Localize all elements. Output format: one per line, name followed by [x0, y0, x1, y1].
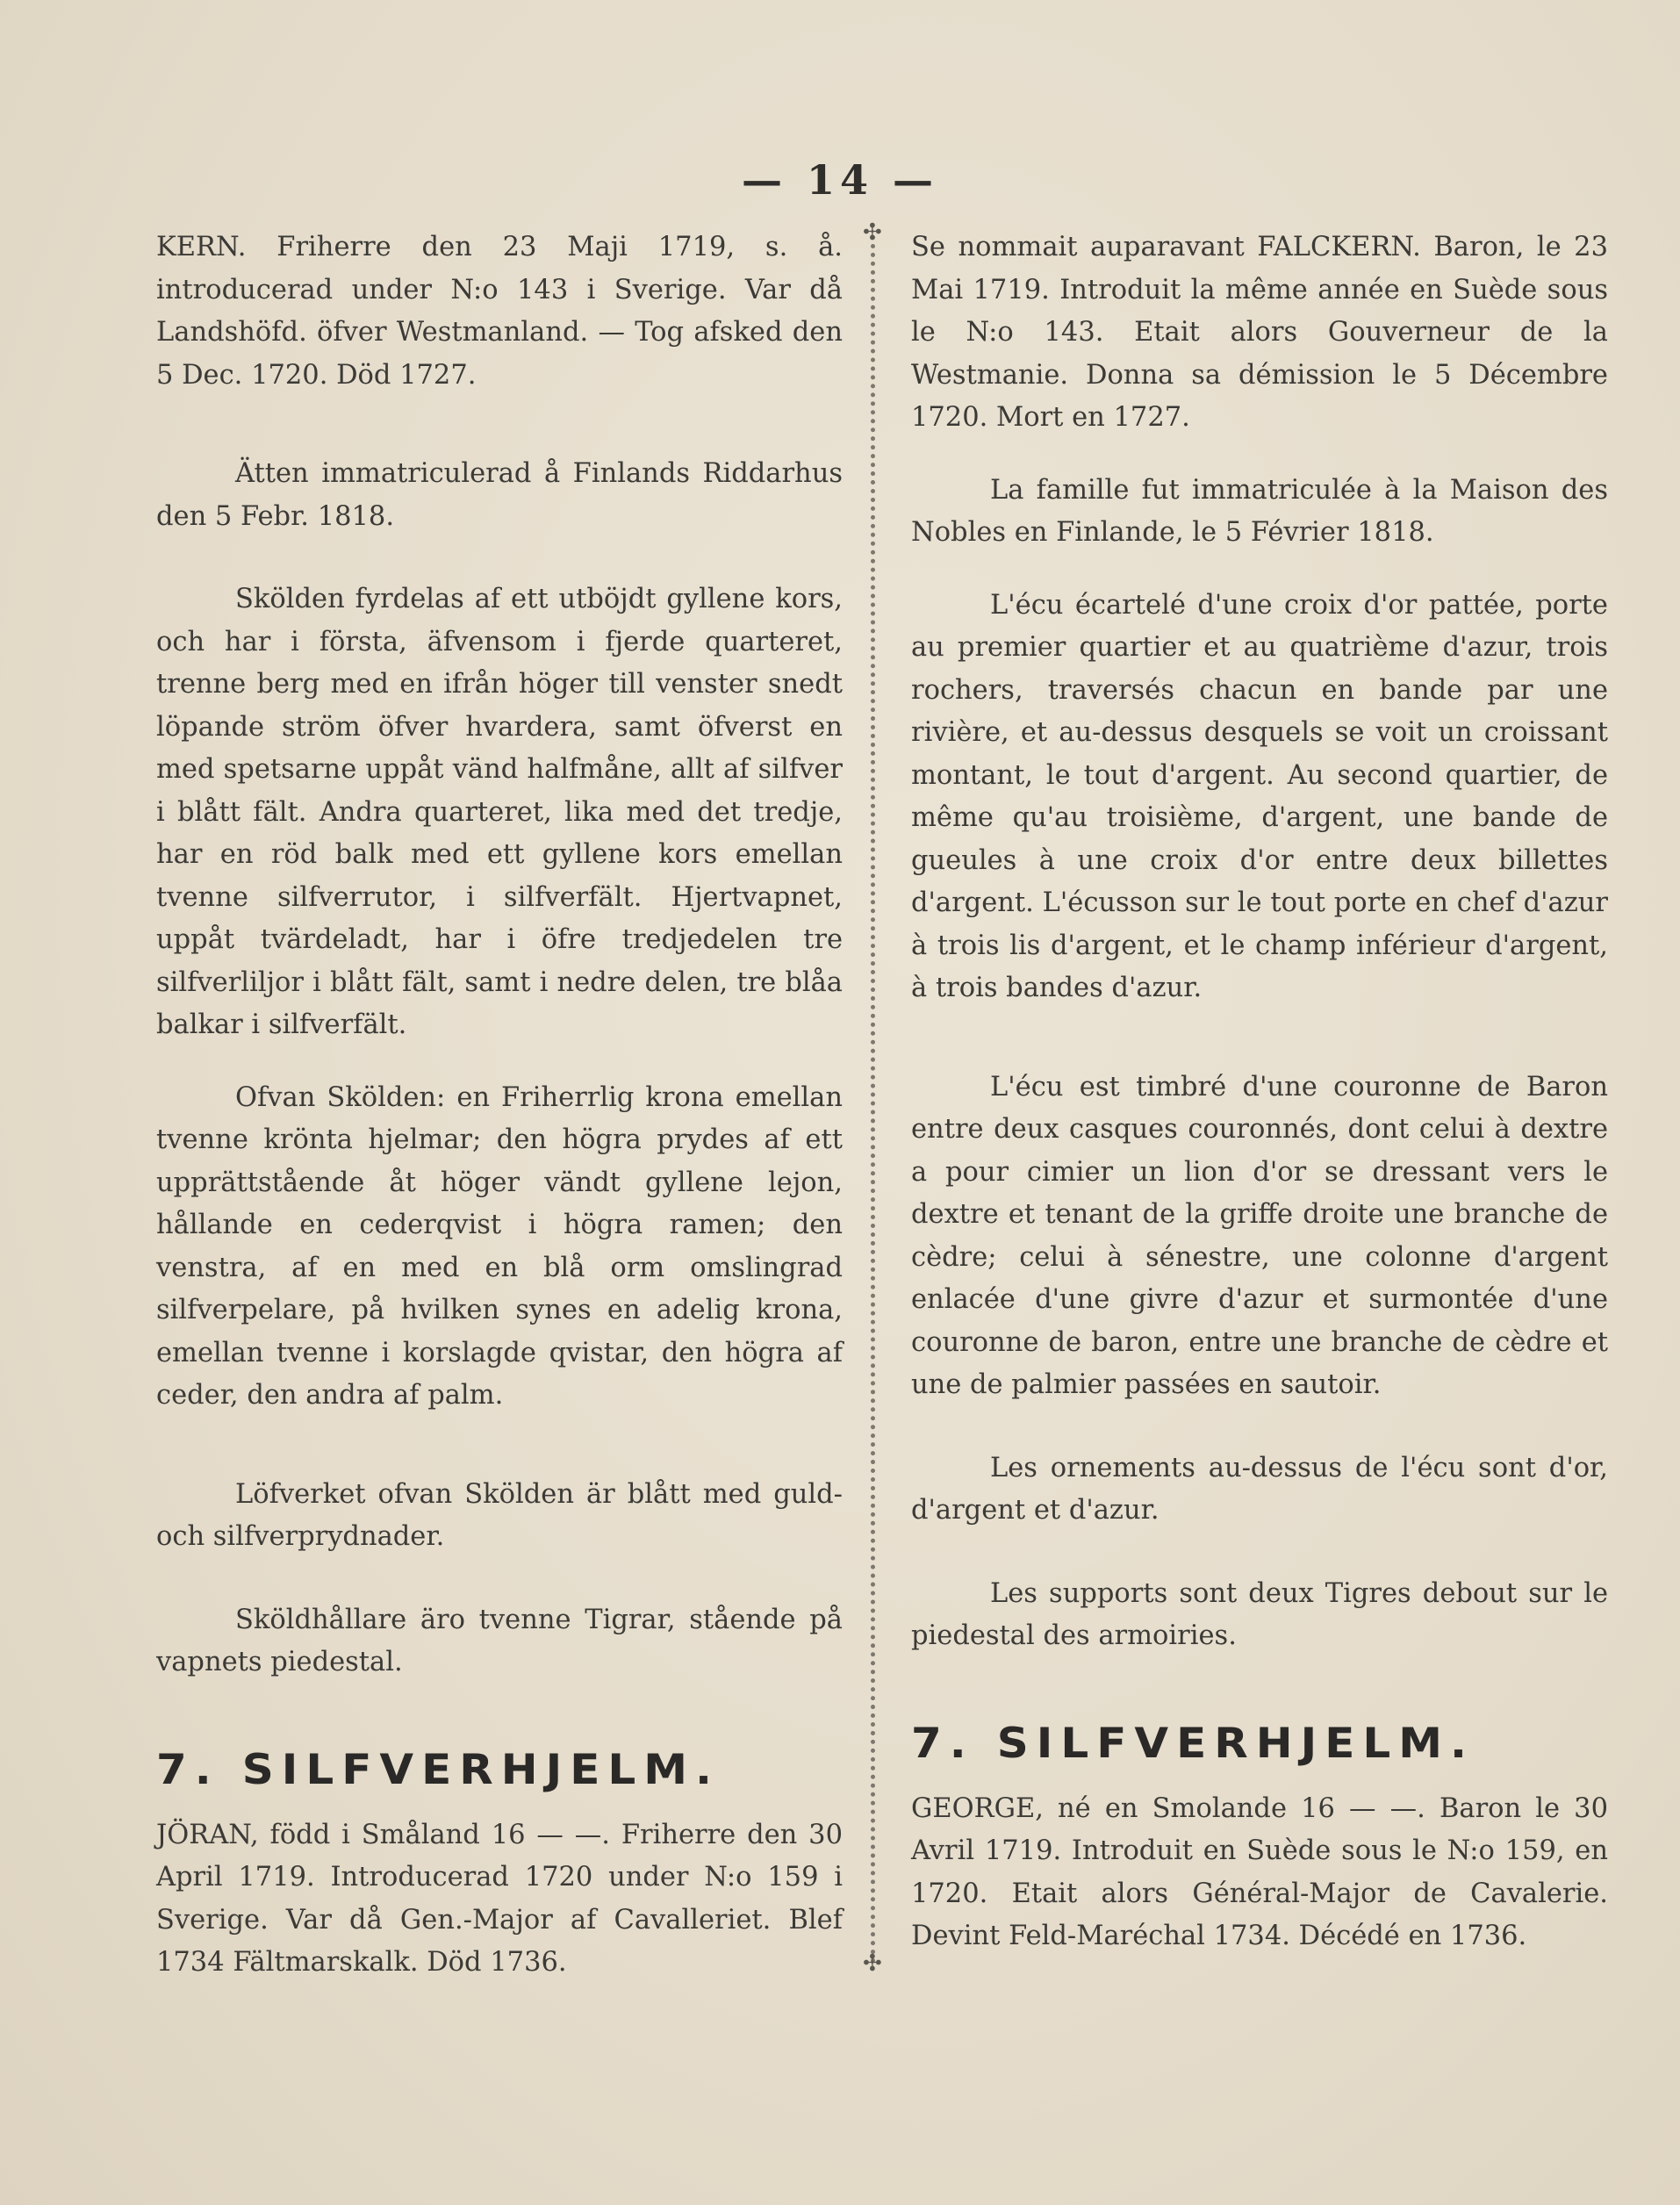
- new-entry-sv: JÖRAN, född i Småland 16 — —. Friherre den 30 April 1719. Introducerad 1720 under N:o 159 i Sverige. Var då Gen.-Major af Cavalleriet. Blef 1734 Fältmarskalk. Död 1736.: [156, 1819, 843, 1978]
- section-number-fr: 7.: [911, 1718, 974, 1768]
- entry-continuation-fr: Se nommait auparavant FALCKERN. Baron, le 23 Mai 1719. Introduit la même année en Suède sous le N:o 143. Etait alors Gouverneur de la Westmanie. Donna sa démission le 5 Décembre 1720. Mort en 1727.: [911, 232, 1608, 433]
- mantling-sv: Löfverket ofvan Skölden är blått med guld- och silfverprydnader.: [156, 1478, 843, 1552]
- crest-description-sv: Ofvan Skölden: en Friherrlig krona emellan tvenne krönta hjelmar; den högra prydes af ett upprättstående åt höger vändt gyllene lejon, hållande en cederqvist i högra ramen; den venstra, af en med en blå orm omslingrad silfverpelare, på hvilken synes en adelig krona, emellan tvenne i korslagde qvistar, den högra af ceder, den andra af palm.: [156, 1081, 843, 1411]
- entry-continuation-sv: KERN. Friherre den 23 Maji 1719, s. å. introducerad under N:o 143 i Sverige. Var då Landshöfd. öfver Westmanland. — Tog afsked den 5 Dec. 1720. Död 1727.: [156, 232, 843, 391]
- section-title-sv: SILFVERHJELM.: [241, 1744, 720, 1794]
- french-column: [911, 226, 1608, 1958]
- divider-top-ornament: ✣: [863, 219, 882, 246]
- section-heading-fr: [911, 1715, 1608, 1770]
- column-divider: [871, 235, 875, 1964]
- divider-bottom-ornament: ✣: [863, 1950, 882, 1977]
- page-number: — 14 —: [741, 156, 939, 204]
- mantling-fr: Les ornements au-dessus de l'écu sont d'or, d'argent et d'azur.: [911, 1452, 1608, 1526]
- section-title-fr: SILFVERHJELM.: [996, 1718, 1475, 1768]
- crest-description-fr: L'écu est timbré d'une couronne de Baron entre deux casques couronnés, dont celui à dextre a pour cimier un lion d'or se dressant vers le dextre et tenant de la griffe droite une branche de cèdre; celui à sénestre, une colonne d'argent enlacée d'une givre d'azur et surmontée d'une couronne de baron, entre une branche de cèdre et une de palmier passées en sautoir.: [911, 1071, 1608, 1400]
- new-entry-fr: GEORGE, né en Smolande 16 — —. Baron le 30 Avril 1719. Introduit en Suède sous le N:o 159, en 1720. Etait alors Général-Major de Cavalerie. Devint Feld-Maréchal 1734. Décédé en 1736.: [911, 1792, 1608, 1951]
- supporters-sv: Sköldhållare äro tvenne Tigrar, stående på vapnets piedestal.: [156, 1604, 843, 1677]
- shield-description-sv: Skölden fyrdelas af ett utböjdt gyllene kors, och har i första, äfvensom i fjerde quarteret, trenne berg med en ifrån höger till venster snedt löpande ström öfver hvardera, samt öfverst en med spetsarne uppåt vänd halfmåne, allt af silfver i blått fält. Andra quarteret, lika med det tredje, har en röd balk med ett gyllene kors emellan tvenne silfverrutor, i silfverfält. Hjertvapnet, uppåt tvärdeladt, har i öfre tredjedelen tre silfverliljor i blått fält, samt i nedre delen, tre blåa balkar i silfverfält.: [156, 584, 843, 1040]
- section-number-sv: 7.: [156, 1744, 219, 1794]
- immatriculation-fr: La famille fut immatriculée à la Maison des Nobles en Finlande, le 5 Février 1818.: [911, 474, 1608, 548]
- section-heading-sv: [156, 1742, 843, 1797]
- swedish-column: [156, 226, 843, 1985]
- shield-description-fr: L'écu écartelé d'une croix d'or pattée, porte au premier quartier et au quatrième d'azur, trois rochers, traversés chacun en bande par une rivière, et au-dessus desquels se voit un croissant montant, le tout d'argent. Au second quartier, de même qu'au troisième, d'argent, une bande de gueules à une croix d'or entre deux billettes d'argent. L'écusson sur le tout porte en chef d'azur à trois lis d'argent, et le champ inférieur d'argent, à trois bandes d'azur.: [911, 589, 1608, 1003]
- supporters-fr: Les supports sont deux Tigres debout sur le piedestal des armoiries.: [911, 1577, 1608, 1651]
- immatriculation-sv: Ätten immatriculerad å Finlands Riddarhus den 5 Febr. 1818.: [156, 458, 843, 532]
